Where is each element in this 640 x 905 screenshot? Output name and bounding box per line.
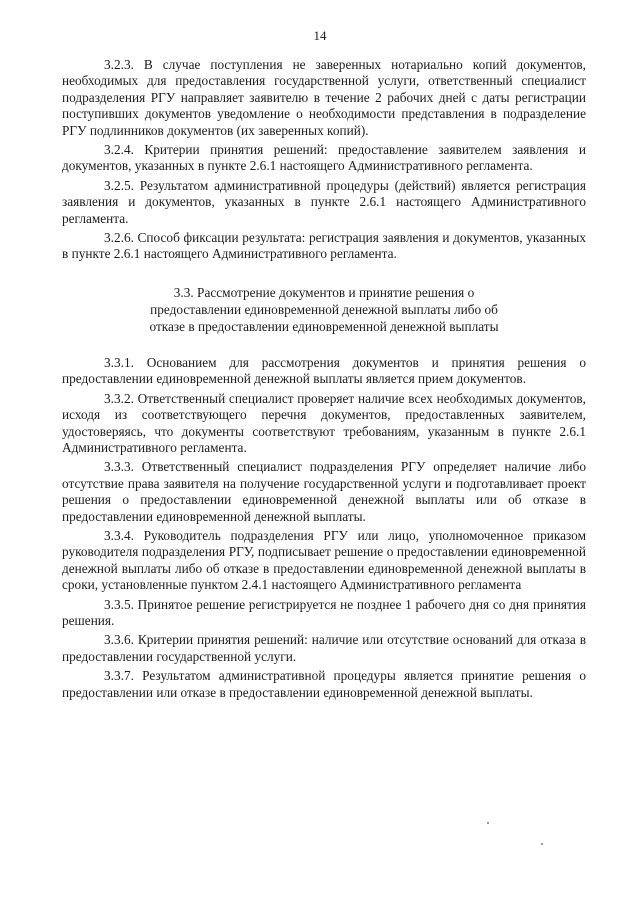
paragraph-3-3-6: 3.3.6. Критерии принятия решений: наличие или отсутствие оснований для отказа в предоставлении государственной услуги. [62,632,586,664]
section-heading-3-3 [62,284,586,335]
section-heading-line: предоставлении единовременной денежной выплаты либо об [150,301,498,317]
document-body [62,57,586,704]
section-heading-line: отказе в предоставлении единовременной денежной выплаты [149,318,499,334]
paragraph-3-3-2: 3.3.2. Ответственный специалист проверяет наличие всех необходимых документов, исходя из соответствующего перечня документов, предоставленных заявителем, удостоверяясь, что документы соответствуют требованиям, указанным в пункте 2.6.1 Административного регламента. [62,390,586,455]
paragraph-3-3-5: 3.3.5. Принятое решение регистрируется не позднее 1 рабочего дня со дня принятия решения. [62,596,586,628]
paragraph-3-2-4: 3.2.4. Критерии принятия решений: предоставление заявителем заявления и документов, указанных в пункте 2.6.1 настоящего Административного регламента. [62,142,586,174]
scan-speck [487,822,489,824]
section-heading-line: 3.3. Рассмотрение документов и принятие решения о [173,284,475,300]
paragraph-3-3-3: 3.3.3. Ответственный специалист подразделения РГУ определяет наличие либо отсутствие права заявителя на получение государственной услуги и подготавливает проект решения о предоставлении единовременной денежной выплаты или об отказе в предоставлении единовременной денежной выплаты. [62,459,586,524]
paragraph-3-3-7: 3.3.7. Результатом административной процедуры является принятие решения о предоставлении или отказе в предоставлении единовременной денежной выплаты. [62,668,586,700]
scan-speck [541,843,543,845]
paragraph-3-2-6: 3.2.6. Способ фиксации результата: регистрация заявления и документов, указанных в пункте 2.6.1 настоящего Административного регламента. [62,230,586,262]
page-number: 14 [313,28,327,43]
paragraph-3-2-5: 3.2.5. Результатом административной процедуры (действий) является регистрация заявления и документов, указанных в пункте 2.6.1 настоящего Административного регламента. [62,177,586,226]
paragraph-3-2-3: 3.2.3. В случае поступления не заверенных нотариально копий документов, необходимых для предоставления государственной услуги, ответственный специалист подразделения РГУ направляет заявителю в течение 2 рабочих дней с даты регистрации поступивших документов уведомление о необходимости представления в подразделение РГУ подлинников документов (их заверенных копий). [62,57,586,138]
paragraph-3-3-4: 3.3.4. Руководитель подразделения РГУ или лицо, уполномоченное приказом руководителя подразделения РГУ, подписывает решение о предоставлении единовременной денежной выплаты либо об отказе в предоставлении единовременной денежной выплаты в сроки, установленные пунктом 2.4.1 настоящего Административного регламента [62,527,586,593]
paragraph-3-3-1: 3.3.1. Основанием для рассмотрения документов и принятия решения о предоставлении единовременной денежной выплаты является прием документов. [62,354,586,387]
